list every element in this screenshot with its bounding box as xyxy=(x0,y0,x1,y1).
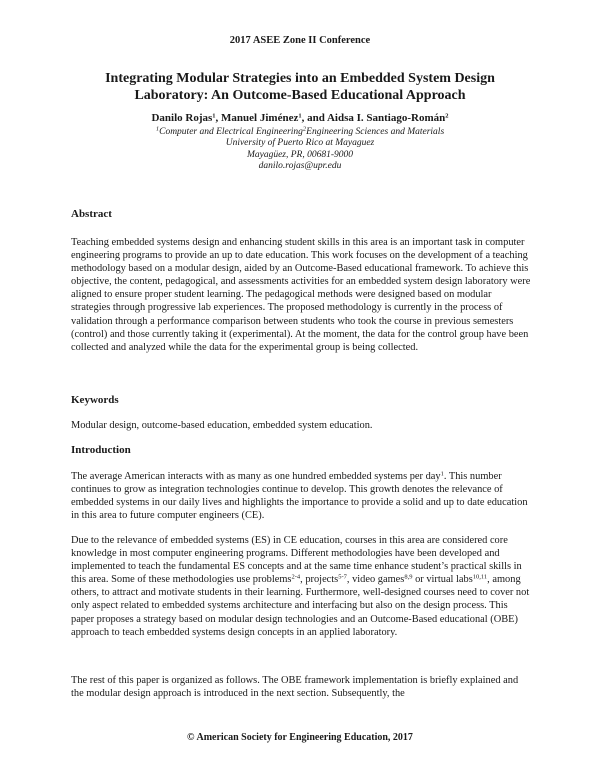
author-list xyxy=(0,112,600,124)
abstract-text xyxy=(71,236,531,354)
introduction-heading: Introduction xyxy=(71,444,131,456)
intro-paragraph-1 xyxy=(71,470,531,522)
affil-sup-2: 2 xyxy=(302,125,307,133)
citation-1: 1 xyxy=(440,470,444,478)
author-2: , Manuel Jiménez xyxy=(215,112,299,124)
intro-p1-text-b: . This number continues to grow as integration technologies continue to develop. This growth denotes the relevance of embedded systems in our daily lives and highlights the importance to provide a solid and up to date education in this area to future computer engineers (CE). xyxy=(71,471,528,522)
department-1: Computer and Electrical Engineering xyxy=(159,127,303,137)
author-2-affil: 1 xyxy=(298,112,302,120)
author-1: Danilo Rojas xyxy=(151,112,213,124)
university: University of Puerto Rico at Mayaguez xyxy=(225,138,375,149)
keywords-paragraph: Modular design, outcome-based education, embedded system education. xyxy=(71,420,373,431)
keywords-heading: Keywords xyxy=(71,394,119,406)
author-1-affil: 1 xyxy=(212,112,216,120)
intro-p2-text-b: , projects xyxy=(300,574,339,586)
title-line-2: Laboratory: An Outcome-Based Educational Approach xyxy=(134,88,466,103)
intro-paragraph-2 xyxy=(71,534,531,639)
abstract-paragraph: Teaching embedded systems design and enhancing student skills in this area is an important task in computer engineering programs to provide an up to date education. This work focuses on the development of a teaching methodology based on a modular design, aided by an Outcome-Based educational framework. To achieve this objective, the content, pedagogical, and assessments activities for an embedded system design laboratory were aligned to ensure proper student learning. The pedagogical methods were designed based on modular strategies through progressive lab experiences. The proposed methodology is currently in the process of validation through a performance comparison between students who took the course in previous semesters (control) and those currently taking it (experimental). At the moment, the data for the control group have been collected and analyzed while the data for the experimental group is being collected. xyxy=(71,237,531,353)
copyright-footer: © American Society for Engineering Education, 2017 xyxy=(187,732,413,743)
intro-p2-text-e: , among others, to attract and motivate students in their learning. Furthermore, well-designed courses need to cover not only aspect related to embedded systems architecture and interfacing but also on the design process. This paper proposes a strategy based on modular design technologies and an Outcome-Based educational (OBE) approach to teach embedded systems design concepts in an applied laboratory. xyxy=(71,574,530,638)
intro-p2-text-a: Due to the relevance of embedded systems (ES) in CE education, courses in this area are considered core knowledge in most computer engineering programs. Different methodologies have been developed and implemented to teach the fundamental ES concepts and at the same time enhance student’s practical skills in this area. Some of these methodologies use problems xyxy=(71,535,522,586)
title-line-1: Integrating Modular Strategies into an Embedded System Design xyxy=(105,71,495,86)
author-3-affil: 2 xyxy=(445,112,449,120)
department-2: Engineering Sciences and Materials xyxy=(306,127,445,137)
city-address: Mayagüez, PR, 00681-9000 xyxy=(246,149,354,160)
intro-paragraph-3 xyxy=(71,674,531,700)
paper-title xyxy=(60,70,540,104)
citation-5-7: 5-7 xyxy=(338,573,347,581)
email-address: danilo.rojas@upr.edu xyxy=(258,160,342,171)
affil-sup-1: 1 xyxy=(155,125,160,133)
citation-2-4: 2-4 xyxy=(291,573,301,581)
intro-p2-text-d: or virtual labs xyxy=(412,574,473,586)
intro-p3-text: The rest of this paper is organized as follows. The OBE framework implementation is briefly explained and the modular design approach is introduced in the next section. Subsequently, the xyxy=(71,675,519,700)
departments xyxy=(0,127,600,138)
citation-8-9: 8,9 xyxy=(404,573,413,581)
conference-header: 2017 ASEE Zone II Conference xyxy=(229,35,371,46)
intro-p1-text-a: The average American interacts with as many as one hundred embedded systems per day xyxy=(71,471,441,482)
citation-10-11: 10,11 xyxy=(472,573,488,581)
affiliation-block xyxy=(0,127,600,172)
keywords-text xyxy=(71,419,531,432)
author-3: , and Aidsa I. Santiago-Román xyxy=(301,112,446,124)
intro-p2-text-c: , video games xyxy=(346,574,405,586)
abstract-heading: Abstract xyxy=(71,208,112,220)
